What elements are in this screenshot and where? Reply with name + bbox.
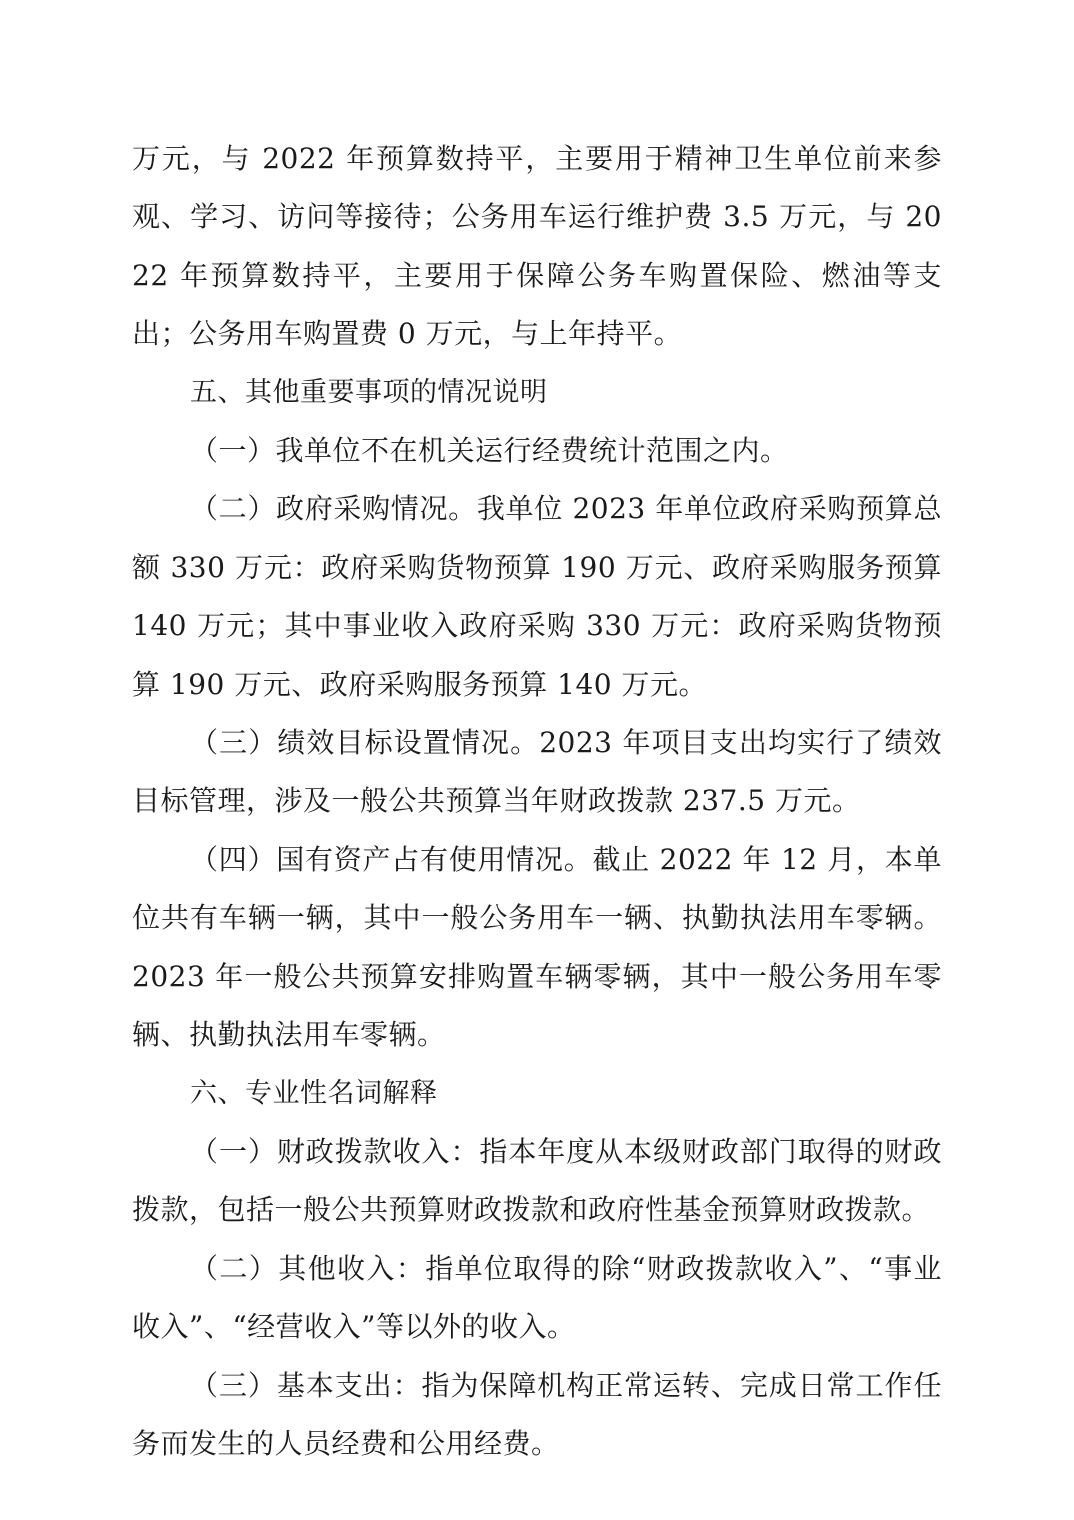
paragraph-5-2-lead: （二）政府采购情况。 xyxy=(190,492,477,526)
paragraph-6-1-body: 指本年度从本级财政部门取得的财政拨款，包括一般公共预算财政拨款和政府性基金预算财政拨款。 xyxy=(132,1134,942,1227)
paragraph-5-1: （一）我单位不在机关运行经费统计范围之内。 xyxy=(190,434,789,468)
section-heading-6: 六、专业性名词解释 xyxy=(190,1077,438,1109)
paragraph-5-4-body: 截止 2022 年 12 月，本单位共有车辆一辆，其中一般公务用车一辆、执勤执法用车零辆。2023 年一般公共预算安排购置车辆零辆，其中一般公务用车零辆、执勤执法用车零辆。 xyxy=(132,842,942,1052)
paragraph-5-3-lead: （三）绩效目标设置情况。 xyxy=(190,726,540,760)
paragraph-continuation: 万元，与 2022 年预算数持平，主要用于精神卫生单位前来参观、学习、访问等接待；公务用车运行维护费 3.5 万元，与 2022 年预算数持平，主要用于保障公务车购置保险、燃油等支出；公务用车购置费 0 万元，与上年持平。 xyxy=(132,142,942,351)
paragraph-5-2 xyxy=(132,480,942,714)
paragraph-6-1 xyxy=(132,1123,942,1240)
paragraph-6-2 xyxy=(132,1240,942,1357)
paragraph-6-2-lead: （二）其他收入： xyxy=(190,1251,426,1285)
paragraph-6-3-lead: （三）基本支出： xyxy=(190,1368,422,1402)
paragraph-5-3-body: 2023 年项目支出均实行了绩效目标管理，涉及一般公共预算当年财政拨款 237.5 万元。 xyxy=(132,726,942,818)
paragraph-5-4 xyxy=(132,831,942,1065)
section-heading-5: 五、其他重要事项的情况说明 xyxy=(190,376,548,408)
paragraph-6-3 xyxy=(132,1357,942,1474)
paragraph-5-4-lead: （四）国有资产占有使用情况。 xyxy=(190,842,593,876)
paragraph-6-1-lead: （一）财政拨款收入： xyxy=(190,1134,480,1168)
paragraph-6-2-body: 指单位取得的除“财政拨款收入”、“事业收入”、“经营收入”等以外的收入。 xyxy=(132,1251,942,1344)
paragraph-6-3-body: 指为保障机构正常运转、完成日常工作任务而发生的人员经费和公用经费。 xyxy=(132,1368,942,1460)
paragraph-5-3 xyxy=(132,714,942,831)
document-body xyxy=(132,130,942,1473)
paragraph-5-2-body: 我单位 2023 年单位政府采购预算总额 330 万元：政府采购货物预算 190 万元、政府采购服务预算 140 万元；其中事业收入政府采购 330 万元：政府采购货物预算 190 万元、政府采购服务预算 140 万元。 xyxy=(132,492,942,701)
